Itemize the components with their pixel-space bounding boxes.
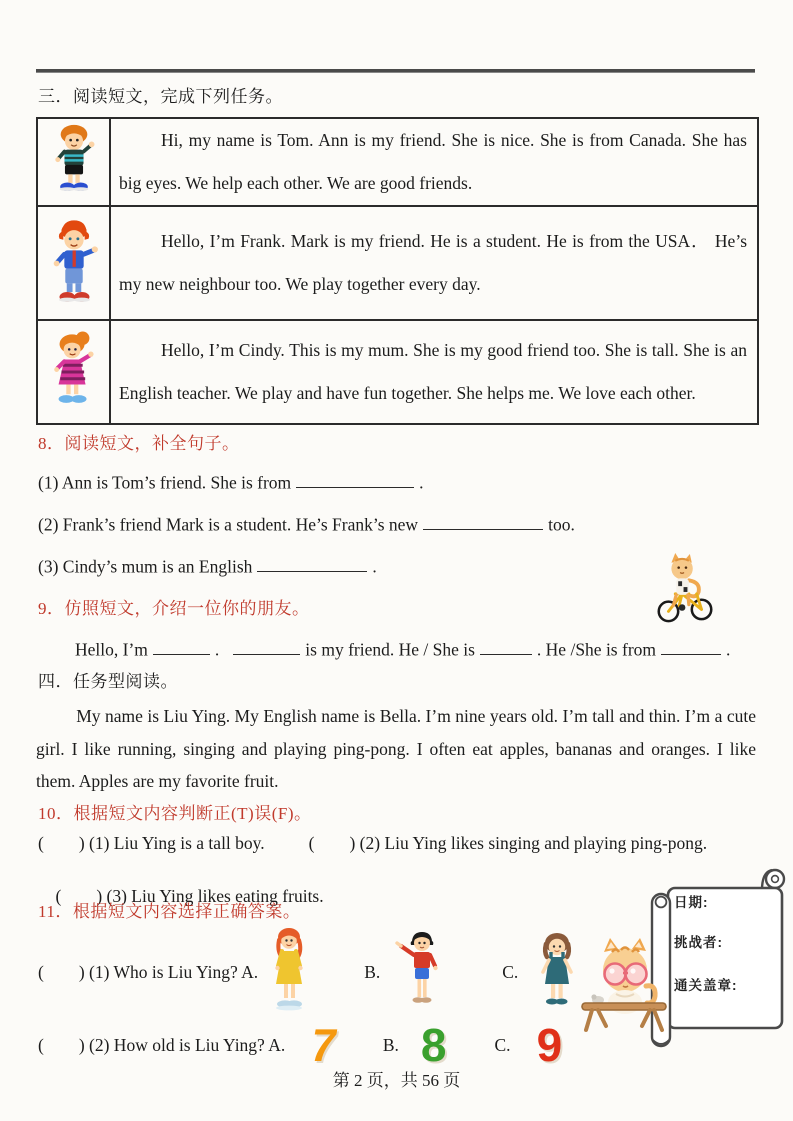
q11-item-1-optc-label: C. bbox=[502, 961, 519, 982]
cindy-text-cell bbox=[111, 321, 757, 423]
cindy-image-cell bbox=[38, 321, 111, 423]
desk-cat-icon bbox=[576, 936, 672, 1036]
q9-s2: . bbox=[214, 639, 220, 660]
q9-blank-4[interactable] bbox=[661, 636, 721, 655]
cartoon-girl-cindy-icon bbox=[47, 329, 101, 415]
q10-heading: 10．根据短文内容判断正(T)误(F)。 bbox=[38, 804, 312, 823]
tom-image-cell bbox=[38, 119, 111, 205]
q11-item-2-row bbox=[38, 1018, 562, 1072]
reading-table bbox=[36, 117, 759, 425]
q9-s5: . bbox=[726, 639, 731, 660]
stamp-challenger-label: 挑战者: bbox=[674, 935, 723, 950]
q10-line-1 bbox=[38, 833, 707, 854]
stamp-pass-label: 通关盖章: bbox=[674, 978, 738, 993]
q9-s4: . He /She is from bbox=[536, 639, 657, 660]
q11-item-1-prompt[interactable]: ( ) (1) Who is Liu Ying? A. bbox=[38, 961, 259, 982]
frank-image-cell bbox=[38, 207, 111, 319]
cat-on-bicycle-icon bbox=[650, 550, 720, 630]
option-c-girl-overalls-icon[interactable] bbox=[532, 930, 582, 1014]
frank-passage: Hello, I’m Frank. Mark is my friend. He is a student. He is from the USA． He’s my new neighbour too. We play together every day. bbox=[119, 231, 747, 294]
q9-s3: is my friend. He / She is bbox=[305, 639, 475, 660]
cindy-passage: Hello, I’m Cindy. This is my mum. She is my good friend too. She is tall. She is an English teacher. We play and have fun together. She helps me. We love each other. bbox=[119, 340, 747, 403]
table-row bbox=[38, 205, 757, 319]
q8-item-2 bbox=[38, 511, 575, 535]
digit-seven[interactable]: 7 bbox=[306, 1019, 342, 1071]
q11-item-2-optc-label: C. bbox=[494, 1034, 511, 1055]
stamp-date-label: 日期: bbox=[674, 895, 709, 910]
section4-paragraph: My name is Liu Ying. My English name is Bella. I’m nine years old. I’m tall and thin. I’m a cute girl. I like running, singing and playing ping-pong. I often eat apples, bananas and oranges. I like them. Apples are my favorite fruit. bbox=[36, 706, 756, 791]
section4-heading: 四．任务型阅读。 bbox=[38, 672, 178, 691]
cartoon-boy-frank-icon bbox=[44, 217, 104, 309]
q8-blank-2[interactable] bbox=[423, 511, 543, 530]
q10-item-3[interactable]: ( ) (3) Liu Ying likes eating fruits. bbox=[55, 886, 324, 906]
q8-item-2-text: (2) Frank’s friend Mark is a student. He’s Frank’s new bbox=[38, 514, 419, 535]
option-a-girl-yellow-dress-icon[interactable] bbox=[266, 926, 312, 1018]
q10-item-2[interactable]: ( ) (2) Liu Ying likes singing and playing ping-pong. bbox=[308, 833, 708, 853]
tom-passage: Hi, my name is Tom. Ann is my friend. She is nice. She is from Canada. She has big eyes. We help each other. We are good friends. bbox=[119, 130, 747, 193]
section3-heading: 三．阅读短文，完成下列任务。 bbox=[38, 87, 283, 106]
q8-item-2-post: too. bbox=[548, 514, 575, 535]
table-row bbox=[38, 119, 757, 205]
q9-heading: 9．仿照短文，介绍一位你的朋友。 bbox=[38, 599, 310, 618]
tom-text-cell bbox=[111, 119, 757, 205]
option-b-boy-red-shirt-icon[interactable] bbox=[394, 929, 446, 1015]
q9-s1: Hello, I’m bbox=[75, 639, 148, 660]
q10-item-1[interactable]: ( ) (1) Liu Ying is a tall boy. bbox=[38, 833, 265, 853]
q8-item-3-text: (3) Cindy’s mum is an English bbox=[38, 556, 253, 577]
q9-blank-3[interactable] bbox=[480, 636, 532, 655]
q9-fill-line bbox=[38, 636, 775, 660]
q8-item-3-post: . bbox=[372, 556, 377, 577]
digit-nine[interactable]: 9 bbox=[536, 1019, 563, 1071]
table-row bbox=[38, 319, 757, 423]
q8-blank-1[interactable] bbox=[296, 469, 414, 488]
q8-heading: 8．阅读短文，补全句子。 bbox=[38, 434, 240, 453]
q8-item-1-text: (1) Ann is Tom’s friend. She is from bbox=[38, 472, 292, 493]
frank-text-cell bbox=[111, 207, 757, 319]
q11-heading: 11．根据短文内容选择正确答案。 bbox=[38, 902, 301, 921]
page-footer: 第 2 页，共 56 页 bbox=[332, 1071, 461, 1090]
header-divider bbox=[36, 69, 755, 73]
q11-item-1-row bbox=[38, 924, 582, 1020]
q9-blank-1[interactable] bbox=[153, 636, 210, 655]
q8-item-3 bbox=[38, 553, 377, 577]
cartoon-boy-tom-icon bbox=[45, 122, 103, 202]
q11-item-2-optb-label: B. bbox=[382, 1034, 399, 1055]
q8-item-1 bbox=[38, 469, 424, 493]
q11-item-2-prompt[interactable]: ( ) (2) How old is Liu Ying? A. bbox=[38, 1034, 286, 1055]
digit-eight[interactable]: 8 bbox=[420, 1019, 447, 1071]
q11-item-1-optb-label: B. bbox=[364, 961, 381, 982]
q8-item-1-post: . bbox=[419, 472, 424, 493]
q9-blank-2[interactable] bbox=[233, 636, 300, 655]
q8-blank-3[interactable] bbox=[257, 553, 367, 572]
